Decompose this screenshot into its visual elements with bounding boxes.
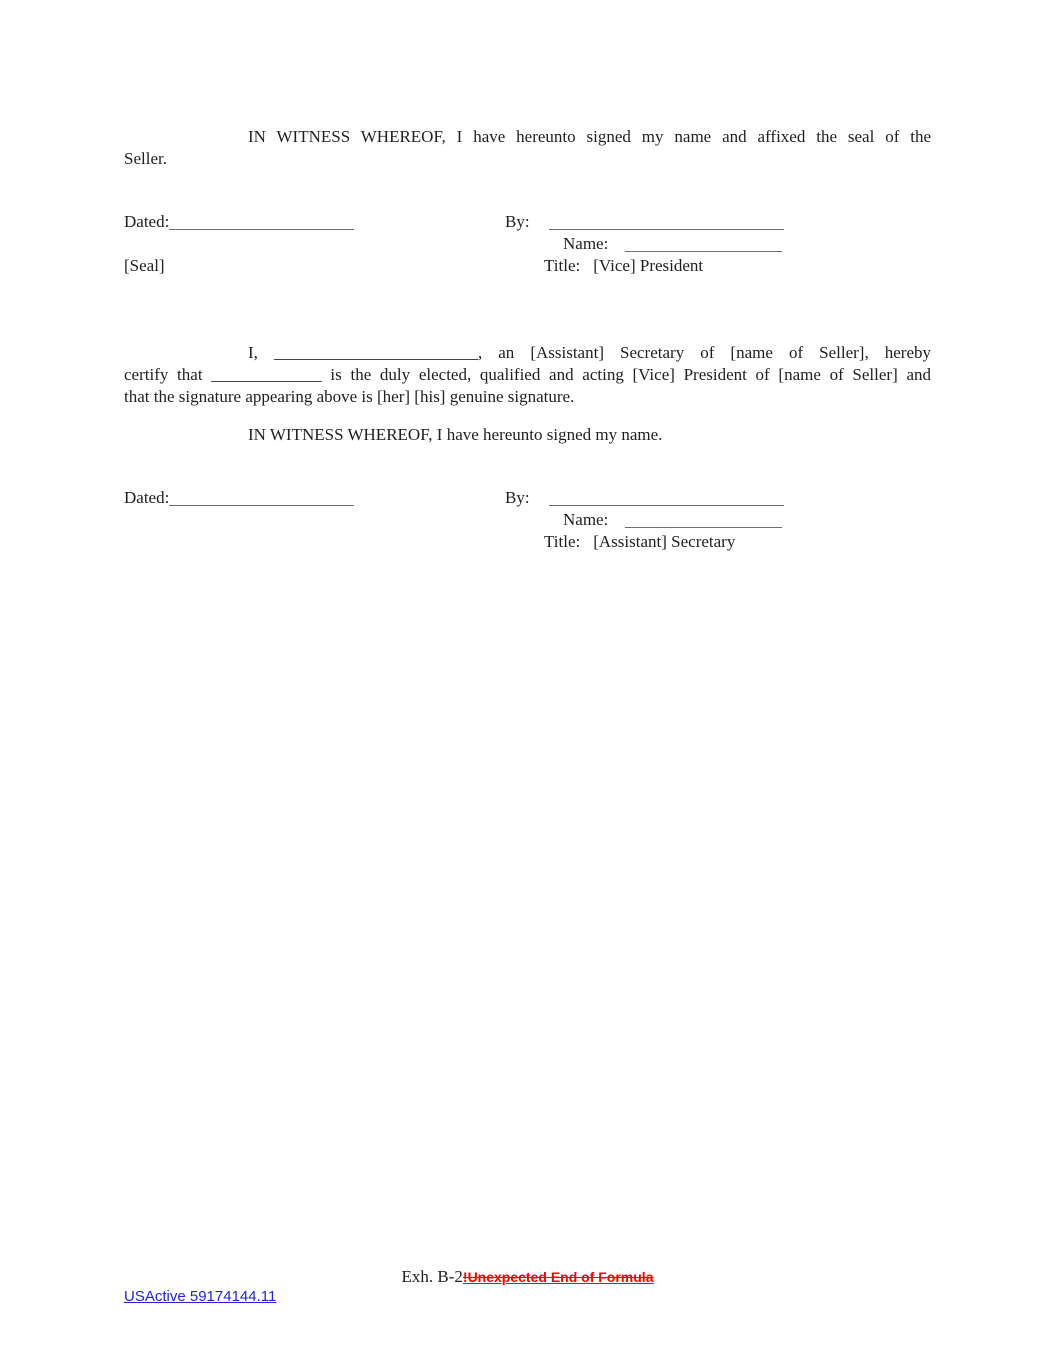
witness-seal-paragraph-line2: Seller. bbox=[124, 149, 167, 168]
dated-row-2 bbox=[124, 487, 354, 509]
signature-block-1-left-column bbox=[124, 211, 354, 277]
title-row-2 bbox=[544, 531, 784, 553]
by-signature-line-2 bbox=[549, 491, 784, 506]
page-footer bbox=[0, 1266, 1055, 1288]
witness-seal-paragraph bbox=[124, 126, 931, 170]
signature-block-president bbox=[124, 211, 931, 277]
witness-seal-paragraph-line1: IN WITNESS WHEREOF, I have hereunto signed my name and affixed the seal of the bbox=[248, 127, 931, 146]
name-label: Name: bbox=[563, 234, 609, 253]
title-label: Title: bbox=[544, 256, 581, 275]
dated-blank-line-2 bbox=[169, 491, 354, 506]
witness-name-line: IN WITNESS WHEREOF, I have hereunto signed my name. bbox=[248, 425, 663, 444]
exhibit-label: Exh. B-2 bbox=[401, 1267, 463, 1286]
name-row bbox=[563, 233, 784, 255]
by-row bbox=[505, 211, 784, 233]
signature-block-2-left-column bbox=[124, 487, 354, 509]
name-blank-line bbox=[625, 237, 782, 252]
seal-row bbox=[124, 255, 354, 277]
certification-line2: certify that _____________ is the duly elected, qualified and acting [Vice] President of [name of Seller] and bbox=[124, 365, 931, 384]
title-label-2: Title: bbox=[544, 532, 581, 551]
title-row bbox=[544, 255, 784, 277]
seal-label: [Seal] bbox=[124, 256, 165, 275]
certification-line1: I, ________________________, an [Assistant] Secretary of [name of Seller], hereby bbox=[248, 343, 931, 362]
spacer-row bbox=[124, 233, 354, 255]
dated-row bbox=[124, 211, 354, 233]
title-value: [Vice] President bbox=[593, 256, 704, 275]
by-label: By: bbox=[505, 212, 530, 231]
title-value-2: [Assistant] Secretary bbox=[593, 532, 736, 551]
dated-label: Dated: bbox=[124, 212, 170, 231]
dated-blank-line bbox=[169, 215, 354, 230]
name-label-2: Name: bbox=[563, 510, 609, 529]
by-signature-line bbox=[549, 215, 784, 230]
dated-label-2: Dated: bbox=[124, 488, 170, 507]
signature-block-secretary bbox=[124, 487, 931, 553]
witness-name-paragraph bbox=[124, 424, 931, 446]
document-id-link[interactable]: USActive 59174144.11 bbox=[124, 1288, 277, 1305]
secretary-certification-paragraph bbox=[124, 342, 931, 408]
certification-line3: that the signature appearing above is [her] [his] genuine signature. bbox=[124, 387, 575, 406]
name-blank-line-2 bbox=[625, 513, 782, 528]
name-row-2 bbox=[563, 509, 784, 531]
by-label-2: By: bbox=[505, 488, 530, 507]
signature-block-1-right-column bbox=[505, 211, 784, 277]
formula-error-text: !Unexpected End of Formula bbox=[462, 1269, 654, 1285]
by-row-2 bbox=[505, 487, 784, 509]
signature-block-2-right-column bbox=[505, 487, 784, 553]
